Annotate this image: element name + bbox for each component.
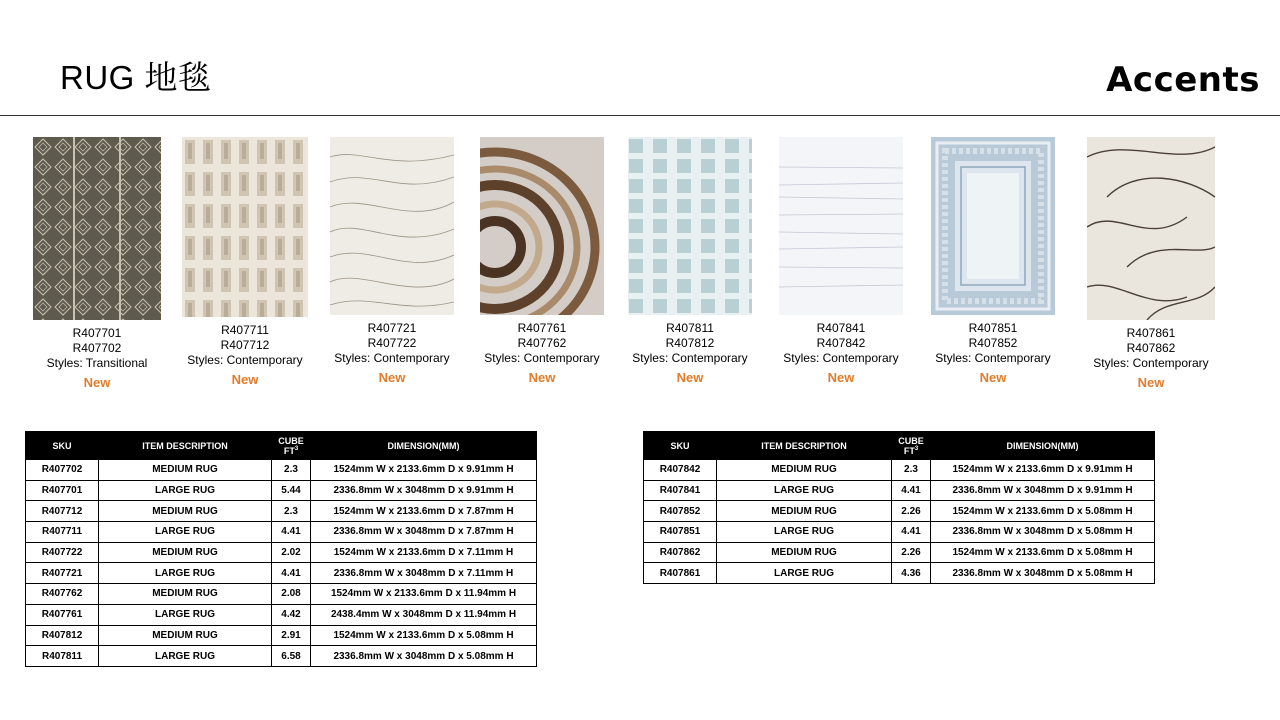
- product-code-1: R407851: [968, 321, 1018, 335]
- column-header-dimension: DIMENSION(MM): [931, 432, 1155, 460]
- table-header-row: [26, 432, 537, 460]
- table-row: [26, 542, 537, 563]
- cell-sku: R407701: [26, 480, 99, 501]
- product-card: [761, 137, 921, 386]
- brand-logo: Accents: [1106, 60, 1260, 100]
- rug-image-geometric-gray: [33, 137, 161, 320]
- product-style: Styles: Contemporary: [484, 351, 600, 365]
- spec-table-right: [643, 431, 1155, 584]
- product-code-1: R407841: [816, 321, 866, 335]
- header-divider: [0, 115, 1280, 116]
- new-badge: New: [979, 370, 1007, 385]
- cell-dimension: 1524mm W x 2133.6mm D x 5.08mm H: [931, 542, 1155, 563]
- product-code-2: R407722: [367, 336, 417, 350]
- cell-cube: 2.91: [272, 625, 311, 646]
- table-row: [26, 563, 537, 584]
- product-card: [165, 137, 325, 388]
- table-row: [26, 460, 537, 481]
- cell-sku: R407711: [26, 522, 99, 543]
- product-style: Styles: Contemporary: [334, 351, 450, 365]
- cell-sku: R407861: [644, 563, 717, 584]
- cell-sku: R407842: [644, 460, 717, 481]
- column-header-description: ITEM DESCRIPTION: [717, 432, 892, 460]
- cell-cube: 6.58: [272, 646, 311, 667]
- cell-description: MEDIUM RUG: [717, 460, 892, 481]
- cell-cube: 2.3: [272, 460, 311, 481]
- cell-dimension: 2336.8mm W x 3048mm D x 5.08mm H: [931, 563, 1155, 584]
- cell-dimension: 2336.8mm W x 3048mm D x 9.91mm H: [311, 480, 537, 501]
- table-row: [644, 522, 1155, 543]
- cell-cube: 2.26: [892, 542, 931, 563]
- product-card: [462, 137, 622, 386]
- cell-cube: 4.36: [892, 563, 931, 584]
- cell-cube: 4.41: [892, 480, 931, 501]
- cell-dimension: 1524mm W x 2133.6mm D x 5.08mm H: [311, 625, 537, 646]
- rug-image-streaks-white: [779, 137, 903, 315]
- cell-sku: R407712: [26, 501, 99, 522]
- column-header-sku: SKU: [26, 432, 99, 460]
- cell-cube: 2.08: [272, 584, 311, 605]
- rug-image-blocks-blue: [628, 137, 752, 315]
- cell-sku: R407761: [26, 604, 99, 625]
- cell-sku: R407722: [26, 542, 99, 563]
- cell-description: MEDIUM RUG: [99, 501, 272, 522]
- cell-cube: 2.26: [892, 501, 931, 522]
- table-row: [644, 501, 1155, 522]
- cell-cube: 4.41: [272, 522, 311, 543]
- rug-image-blocks-beige: [182, 137, 308, 317]
- rug-image-border-blue: [931, 137, 1055, 315]
- cell-description: LARGE RUG: [99, 646, 272, 667]
- product-code-2: R407852: [968, 336, 1018, 350]
- product-card: [913, 137, 1073, 386]
- table-row: [26, 522, 537, 543]
- product-card: [1071, 137, 1231, 391]
- table-row: [644, 563, 1155, 584]
- new-badge: New: [676, 370, 704, 385]
- new-badge: New: [378, 370, 406, 385]
- product-code-2: R407842: [816, 336, 866, 350]
- column-header-dimension: DIMENSION(MM): [311, 432, 537, 460]
- cell-description: MEDIUM RUG: [99, 542, 272, 563]
- cell-dimension: 1524mm W x 2133.6mm D x 5.08mm H: [931, 501, 1155, 522]
- cell-cube: 5.44: [272, 480, 311, 501]
- product-style: Styles: Contemporary: [187, 353, 303, 367]
- cell-dimension: 2336.8mm W x 3048mm D x 5.08mm H: [311, 646, 537, 667]
- product-card: [17, 137, 177, 391]
- cell-description: MEDIUM RUG: [99, 625, 272, 646]
- product-code-2: R407702: [72, 341, 122, 355]
- table-row: [26, 584, 537, 605]
- cell-dimension: 1524mm W x 2133.6mm D x 9.91mm H: [931, 460, 1155, 481]
- page-title: RUG 地毯: [60, 59, 212, 96]
- table-header-row: [644, 432, 1155, 460]
- cell-cube: 2.3: [892, 460, 931, 481]
- column-header-sku: SKU: [644, 432, 717, 460]
- product-code-2: R407862: [1126, 341, 1176, 355]
- product-style: Styles: Contemporary: [1093, 356, 1209, 370]
- cell-description: LARGE RUG: [99, 563, 272, 584]
- cell-description: MEDIUM RUG: [99, 584, 272, 605]
- table-row: [644, 480, 1155, 501]
- column-header-cube: CUBE $FT^3$: [892, 432, 931, 460]
- product-style: Styles: Contemporary: [632, 351, 748, 365]
- product-style: Styles: Contemporary: [783, 351, 899, 365]
- cell-dimension: 2336.8mm W x 3048mm D x 7.11mm H: [311, 563, 537, 584]
- cell-cube: 4.41: [272, 563, 311, 584]
- cell-dimension: 1524mm W x 2133.6mm D x 7.87mm H: [311, 501, 537, 522]
- rug-image-swirl-brown: [480, 137, 604, 315]
- cell-dimension: 2336.8mm W x 3048mm D x 9.91mm H: [931, 480, 1155, 501]
- table-row: [26, 480, 537, 501]
- cell-cube: 4.42: [272, 604, 311, 625]
- product-code-1: R407761: [517, 321, 567, 335]
- product-code-1: R407721: [367, 321, 417, 335]
- cell-description: LARGE RUG: [717, 563, 892, 584]
- new-badge: New: [827, 370, 855, 385]
- cell-sku: R407721: [26, 563, 99, 584]
- product-code-1: R407811: [666, 321, 714, 335]
- column-header-cube: CUBE $FT^3$: [272, 432, 311, 460]
- cell-dimension: 1524mm W x 2133.6mm D x 9.91mm H: [311, 460, 537, 481]
- cell-description: MEDIUM RUG: [99, 460, 272, 481]
- cell-sku: R407862: [644, 542, 717, 563]
- cell-description: LARGE RUG: [99, 604, 272, 625]
- cell-sku: R407841: [644, 480, 717, 501]
- cell-description: LARGE RUG: [717, 522, 892, 543]
- cell-sku: R407852: [644, 501, 717, 522]
- cell-description: MEDIUM RUG: [717, 542, 892, 563]
- new-badge: New: [231, 372, 259, 387]
- new-badge: New: [83, 375, 111, 390]
- cell-description: LARGE RUG: [717, 480, 892, 501]
- table-row: [644, 460, 1155, 481]
- cell-description: LARGE RUG: [99, 480, 272, 501]
- table-row: [26, 646, 537, 667]
- product-style: Styles: Contemporary: [935, 351, 1051, 365]
- table-row: [26, 501, 537, 522]
- cell-description: MEDIUM RUG: [717, 501, 892, 522]
- cell-sku: R407812: [26, 625, 99, 646]
- cell-dimension: 1524mm W x 2133.6mm D x 7.11mm H: [311, 542, 537, 563]
- spec-table-left: [25, 431, 537, 667]
- table-row: [644, 542, 1155, 563]
- cell-description: LARGE RUG: [99, 522, 272, 543]
- product-code-2: R407762: [517, 336, 567, 350]
- cell-cube: 2.3: [272, 501, 311, 522]
- table-row: [26, 604, 537, 625]
- table-row: [26, 625, 537, 646]
- product-card: [312, 137, 472, 386]
- cell-sku: R407851: [644, 522, 717, 543]
- cell-dimension: 2438.4mm W x 3048mm D x 11.94mm H: [311, 604, 537, 625]
- product-code-2: R407812: [665, 336, 715, 350]
- new-badge: New: [528, 370, 556, 385]
- product-code-2: R407712: [220, 338, 270, 352]
- cell-sku: R407762: [26, 584, 99, 605]
- cell-dimension: 2336.8mm W x 3048mm D x 5.08mm H: [931, 522, 1155, 543]
- cell-sku: R407702: [26, 460, 99, 481]
- rug-image-arcs-cream: [1087, 137, 1215, 320]
- new-badge: New: [1137, 375, 1165, 390]
- product-code-1: R407861: [1126, 326, 1176, 340]
- cell-dimension: 1524mm W x 2133.6mm D x 11.94mm H: [311, 584, 537, 605]
- product-code-1: R407701: [72, 326, 122, 340]
- product-card: [610, 137, 770, 386]
- cell-sku: R407811: [26, 646, 99, 667]
- cell-cube: 2.02: [272, 542, 311, 563]
- product-style: Styles: Transitional: [46, 356, 148, 370]
- product-code-1: R407711: [221, 323, 269, 337]
- cell-cube: 4.41: [892, 522, 931, 543]
- cell-dimension: 2336.8mm W x 3048mm D x 7.87mm H: [311, 522, 537, 543]
- column-header-description: ITEM DESCRIPTION: [99, 432, 272, 460]
- rug-image-waves-ivory: [330, 137, 454, 315]
